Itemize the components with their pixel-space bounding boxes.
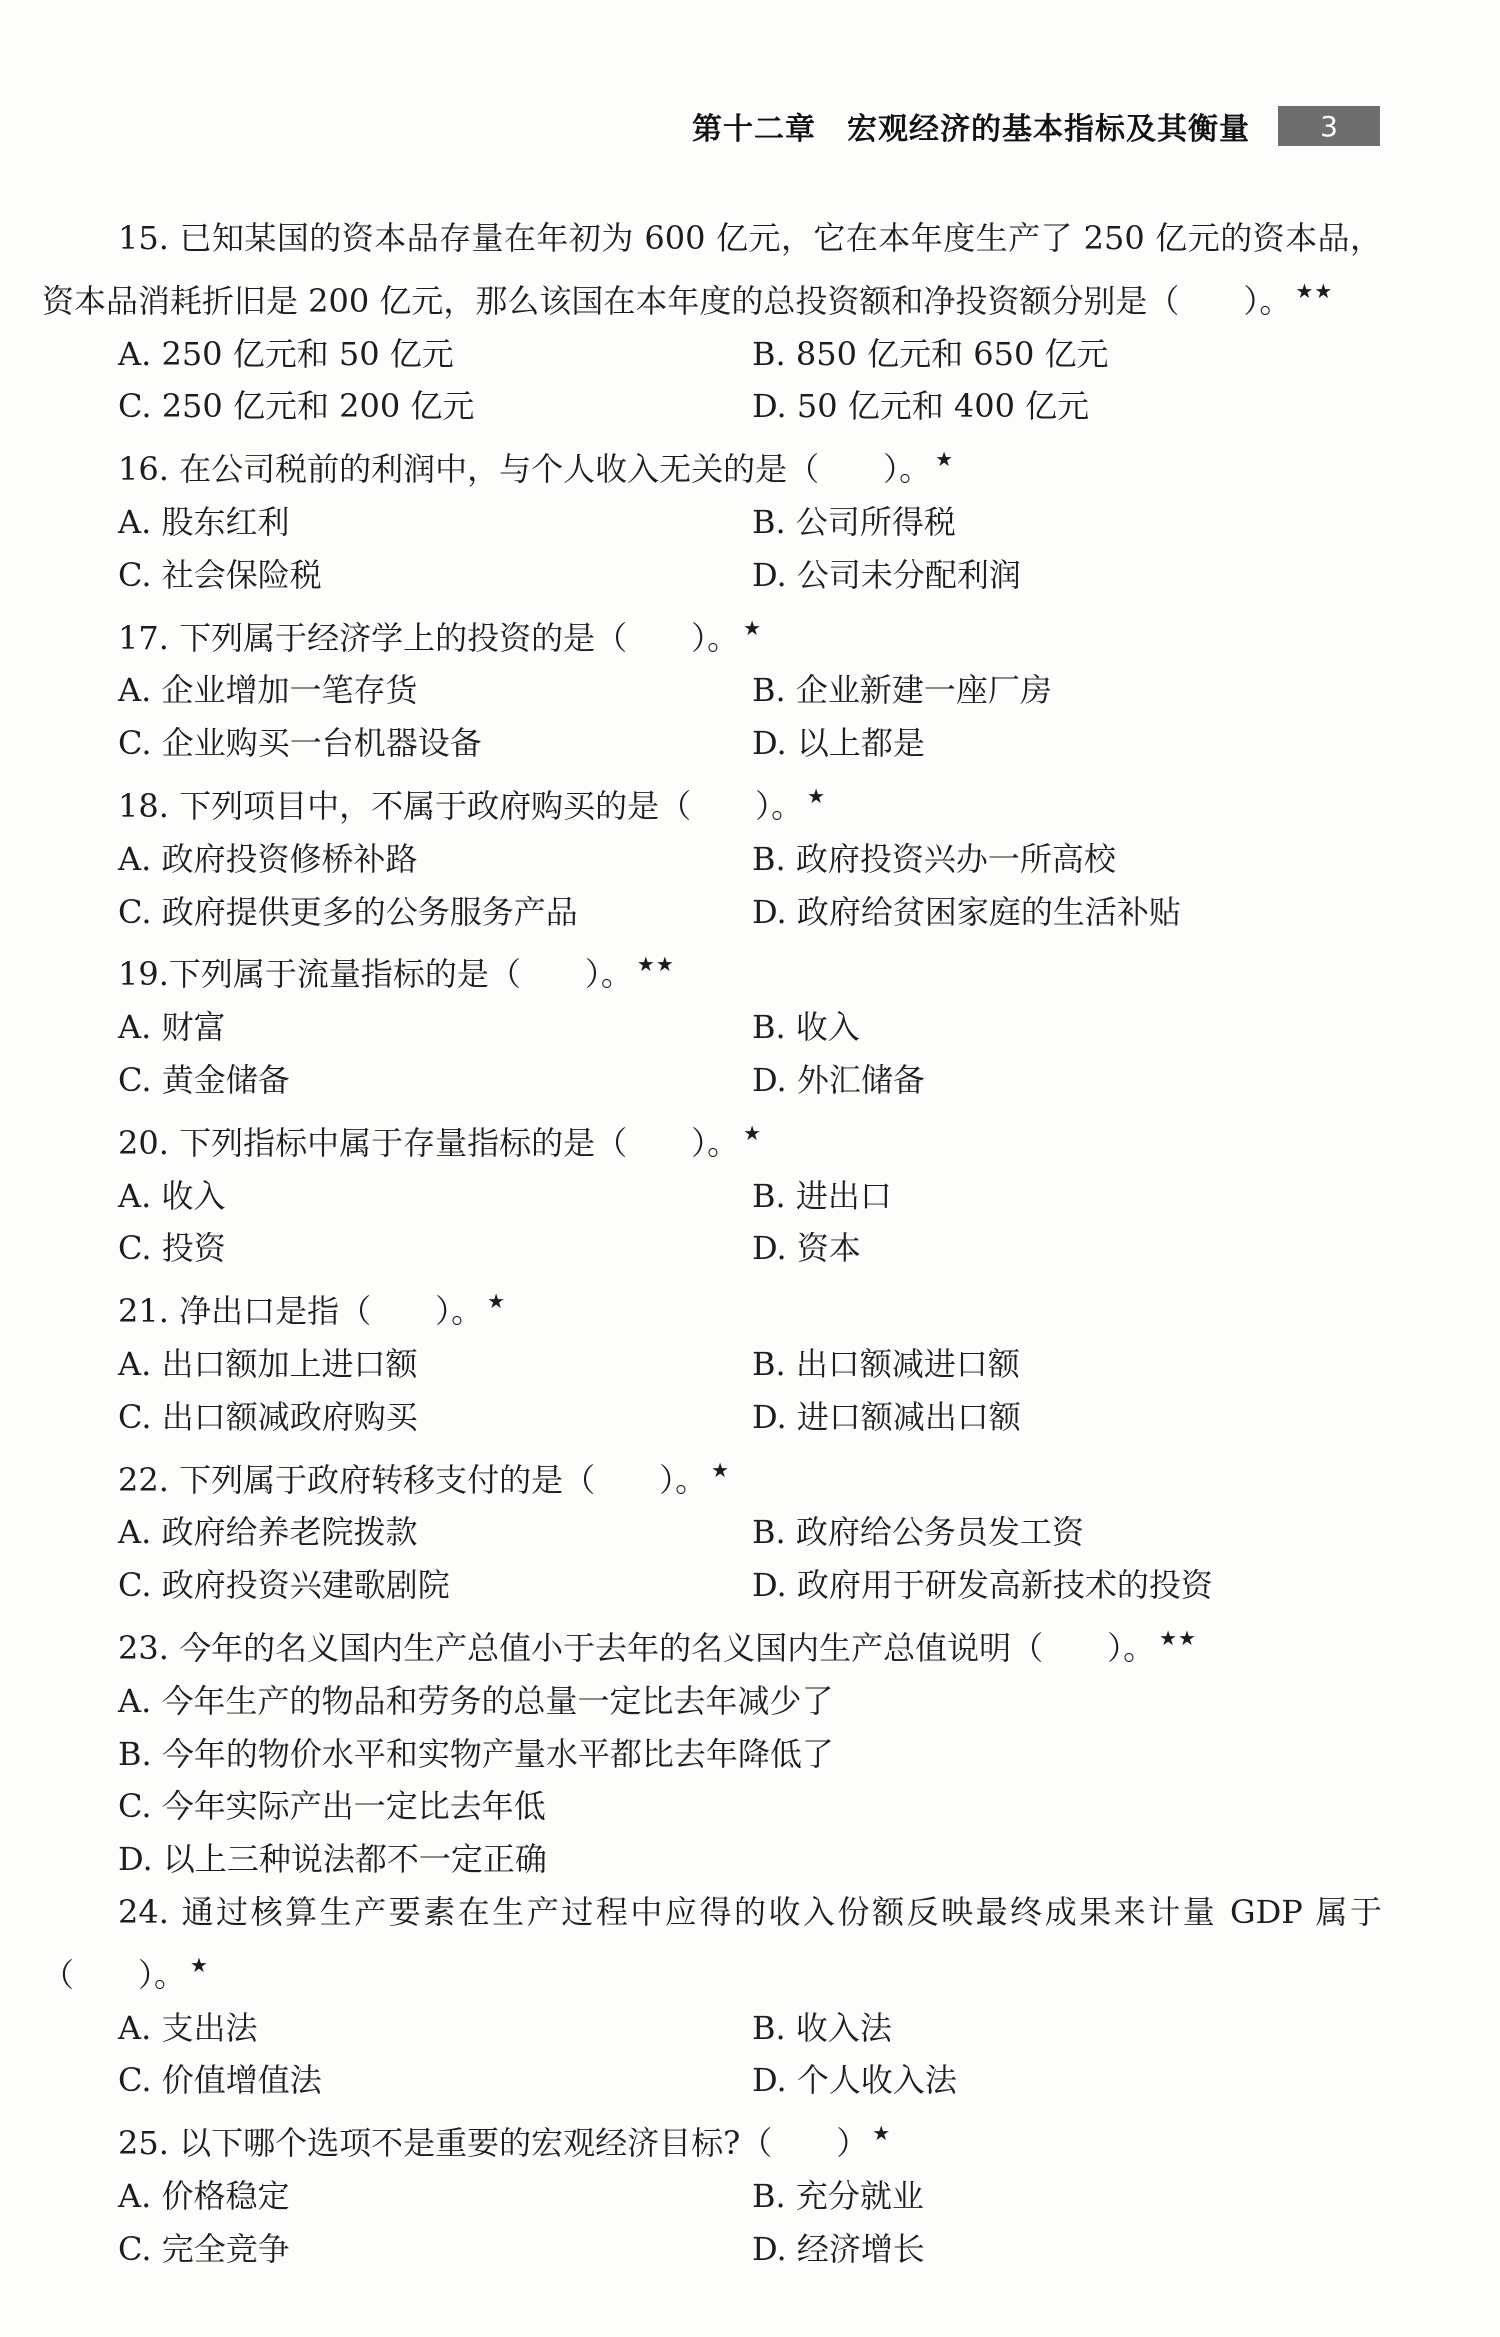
options-row bbox=[42, 2223, 1382, 2276]
option-c: C. 政府投资兴建歌剧院 bbox=[118, 1566, 450, 1605]
difficulty-stars: ★ bbox=[935, 447, 955, 472]
option-d: D. 进口额减出口额 bbox=[752, 1397, 1021, 1436]
option-c: C. 250 亿元和 200 亿元 bbox=[118, 387, 475, 426]
difficulty-stars: ★ bbox=[743, 1120, 763, 1145]
option-a: A. 收入 bbox=[118, 1176, 226, 1215]
options-row bbox=[42, 2170, 1382, 2223]
option-a: A. 股东红利 bbox=[118, 502, 290, 541]
difficulty-stars: ★ bbox=[190, 1952, 209, 1977]
options-row bbox=[42, 549, 1382, 602]
question-18 bbox=[42, 770, 1382, 833]
options-row bbox=[42, 1506, 1382, 1559]
option-b: B. 公司所得税 bbox=[752, 502, 956, 541]
option-d: D. 50 亿元和 400 亿元 bbox=[752, 387, 1090, 426]
option-d: D. 以上三种说法都不一定正确 bbox=[118, 1840, 547, 1879]
options-row bbox=[42, 2054, 1382, 2107]
option-d: D. 政府用于研发高新技术的投资 bbox=[752, 1566, 1213, 1605]
question-text: 24. 通过核算生产要素在生产过程中应得的收入份额反映最终成果来计量 GDP 属于（ ）。 bbox=[42, 1892, 1382, 1994]
option-d: D. 公司未分配利润 bbox=[752, 555, 1021, 594]
option-a: A. 财富 bbox=[118, 1008, 226, 1047]
question-23 bbox=[42, 1612, 1382, 1675]
question-text: 16. 在公司税前的利润中，与个人收入无关的是（ ）。 bbox=[118, 450, 932, 489]
options-row bbox=[42, 2002, 1382, 2055]
option-d: D. 经济增长 bbox=[752, 2229, 925, 2268]
question-text: 15. 已知某国的资本品存量在年初为 600 亿元，它在本年度生产了 250 亿元的资本品，资本品消耗折旧是 200 亿元，那么该国在本年度的总投资额和净投资额分别是（ ）。 bbox=[42, 219, 1382, 320]
difficulty-stars: ★★ bbox=[1159, 1625, 1197, 1650]
options-row bbox=[42, 1391, 1382, 1444]
option-b: B. 充分就业 bbox=[752, 2176, 924, 2215]
page-number: 3 bbox=[1278, 106, 1380, 146]
option-b: B. 政府给公务员发工资 bbox=[752, 1513, 1084, 1552]
option-d: D. 以上都是 bbox=[752, 724, 925, 763]
option-c: C. 出口额减政府购买 bbox=[118, 1397, 418, 1436]
options-row bbox=[42, 496, 1382, 549]
question-17 bbox=[42, 602, 1382, 665]
difficulty-stars: ★ bbox=[872, 2121, 892, 2146]
difficulty-stars: ★★ bbox=[1295, 278, 1334, 303]
option-a: A. 价格稳定 bbox=[118, 2176, 290, 2215]
difficulty-stars: ★ bbox=[807, 783, 827, 808]
option-c: C. 社会保险税 bbox=[118, 555, 322, 594]
options-row bbox=[42, 886, 1382, 939]
question-21 bbox=[42, 1275, 1382, 1338]
option-c: C. 企业购买一台机器设备 bbox=[118, 724, 482, 763]
options-row bbox=[42, 1001, 1382, 1054]
chapter-title: 第十二章 宏观经济的基本指标及其衡量 bbox=[692, 112, 1250, 147]
option-d: D. 个人收入法 bbox=[752, 2061, 957, 2100]
option-c: C. 价值增值法 bbox=[118, 2061, 322, 2100]
options-row bbox=[42, 1170, 1382, 1223]
option-d: D. 政府给贫困家庭的生活补贴 bbox=[752, 892, 1181, 931]
option-c: C. 黄金储备 bbox=[118, 1060, 290, 1099]
question-25 bbox=[42, 2107, 1382, 2170]
question-19 bbox=[42, 938, 1382, 1001]
options-row bbox=[42, 380, 1382, 433]
option-c: C. 今年实际产出一定比去年低 bbox=[118, 1787, 546, 1826]
options-row bbox=[42, 1054, 1382, 1107]
question-20 bbox=[42, 1107, 1382, 1170]
option-a: A. 今年生产的物品和劳务的总量一定比去年减少了 bbox=[118, 1681, 834, 1720]
running-header bbox=[690, 100, 1380, 152]
option-b: B. 进出口 bbox=[752, 1176, 892, 1215]
question-15 bbox=[42, 212, 1382, 328]
question-list bbox=[42, 212, 1382, 2275]
option-c: C. 投资 bbox=[118, 1229, 226, 1268]
options-row bbox=[42, 1559, 1382, 1612]
option-c: C. 政府提供更多的公务服务产品 bbox=[118, 892, 578, 931]
question-text: 18. 下列项目中，不属于政府购买的是（ ）。 bbox=[118, 786, 804, 825]
difficulty-stars: ★★ bbox=[636, 952, 675, 977]
option-b: B. 政府投资兴办一所高校 bbox=[752, 839, 1116, 878]
options-row bbox=[42, 1338, 1382, 1391]
option-a: A. 政府给养老院拨款 bbox=[118, 1513, 418, 1552]
options-row bbox=[42, 1222, 1382, 1275]
difficulty-stars: ★ bbox=[487, 1289, 507, 1314]
difficulty-stars: ★ bbox=[743, 615, 763, 640]
option-b: B. 850 亿元和 650 亿元 bbox=[752, 334, 1109, 373]
option-b: B. 出口额减进口额 bbox=[752, 1344, 1020, 1383]
options-row bbox=[42, 328, 1382, 381]
options-row bbox=[42, 717, 1382, 770]
option-b: B. 今年的物价水平和实物产量水平都比去年降低了 bbox=[118, 1734, 834, 1773]
option-a: A. 支出法 bbox=[118, 2008, 258, 2047]
option-c: C. 完全竞争 bbox=[118, 2229, 290, 2268]
question-text: 22. 下列属于政府转移支付的是（ ）。 bbox=[118, 1460, 708, 1499]
question-text: 25. 以下哪个选项不是重要的宏观经济目标?（ ） bbox=[118, 2124, 869, 2163]
option-a: A. 250 亿元和 50 亿元 bbox=[118, 334, 454, 373]
option-b: B. 企业新建一座厂房 bbox=[752, 671, 1052, 710]
option-d: D. 外汇储备 bbox=[752, 1060, 925, 1099]
option-a: A. 出口额加上进口额 bbox=[118, 1344, 418, 1383]
option-b: B. 收入法 bbox=[752, 2008, 892, 2047]
question-text: 17. 下列属于经济学上的投资的是（ ）。 bbox=[118, 618, 740, 657]
question-16 bbox=[42, 433, 1382, 496]
difficulty-stars: ★ bbox=[711, 1457, 731, 1482]
option-a: A. 政府投资修桥补路 bbox=[118, 839, 418, 878]
question-text: 20. 下列指标中属于存量指标的是（ ）。 bbox=[118, 1123, 740, 1162]
options-row bbox=[42, 833, 1382, 886]
question-text: 21. 净出口是指（ ）。 bbox=[118, 1292, 484, 1331]
question-22 bbox=[42, 1444, 1382, 1507]
options-row bbox=[42, 664, 1382, 717]
option-d: D. 资本 bbox=[752, 1229, 861, 1268]
question-text: 23. 今年的名义国内生产总值小于去年的名义国内生产总值说明（ ）。 bbox=[118, 1628, 1156, 1667]
option-a: A. 企业增加一笔存货 bbox=[118, 671, 418, 710]
question-text: 19.下列属于流量指标的是（ ）。 bbox=[118, 955, 633, 994]
question-24 bbox=[42, 1886, 1382, 2002]
option-b: B. 收入 bbox=[752, 1008, 860, 1047]
